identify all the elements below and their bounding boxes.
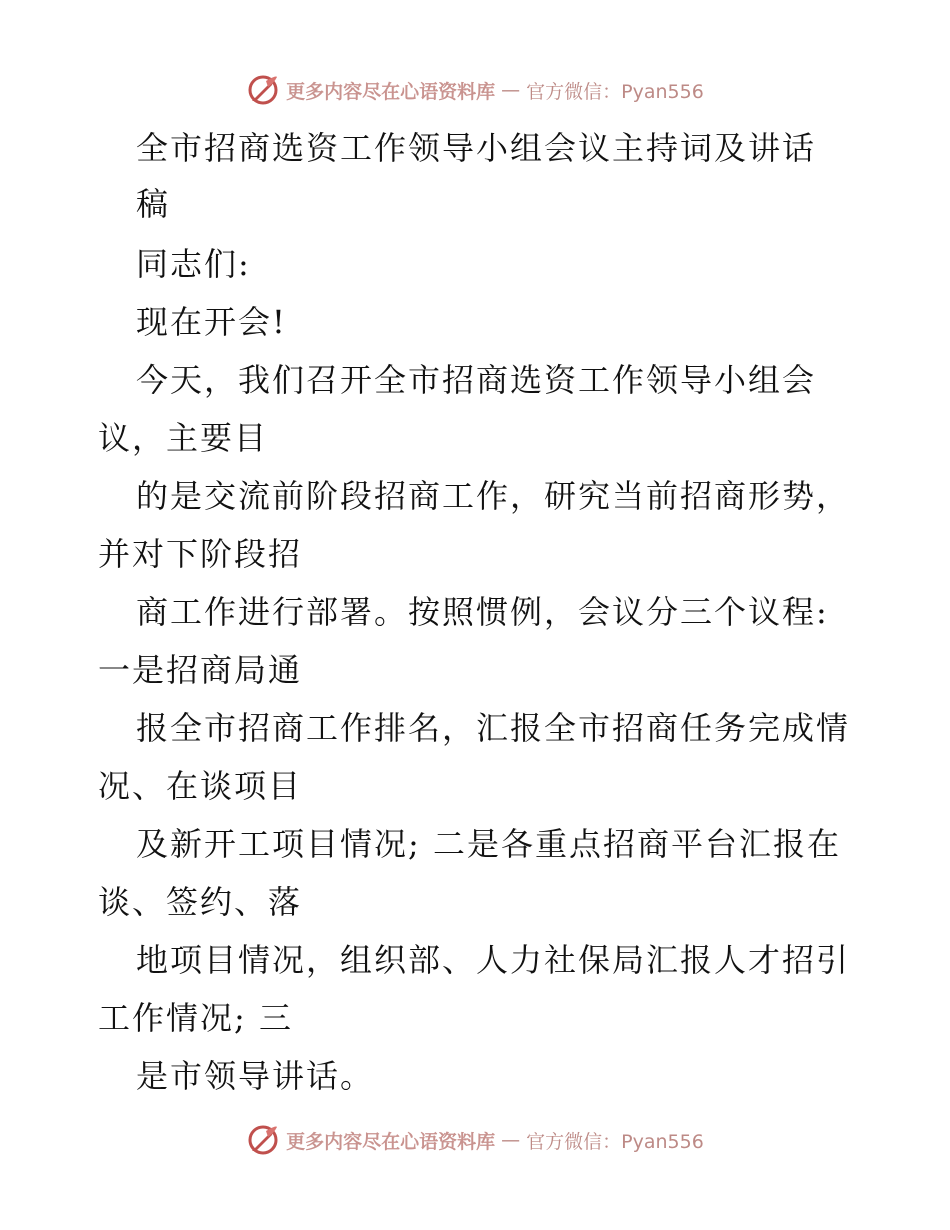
paragraph-line: 报全市招商工作排名，汇报全市招商任务完成情 — [136, 709, 851, 747]
paragraph-line: 况、在谈项目 — [98, 767, 303, 805]
paragraph-line: 是市领导讲话。 — [136, 1057, 375, 1095]
paragraph-line: 地项目情况，组织部、人力社保局汇报人才招引 — [136, 941, 851, 979]
paragraph-line: 今天，我们召开全市招商选资工作领导小组会 — [136, 361, 817, 399]
document-title-line-1: 全市招商选资工作领导小组会议主持词及讲话 — [136, 129, 817, 167]
paragraph-line: 的是交流前阶段招商工作，研究当前招商形势， — [136, 477, 851, 515]
footer-watermark — [0, 1120, 950, 1160]
paragraph-line: 及新开工项目情况; 二是各重点招商平台汇报在 — [136, 825, 841, 863]
watermark-brand: 更多内容尽在心语资料库 — [286, 1130, 496, 1153]
paragraph-line: 议，主要目 — [98, 419, 269, 457]
opening-line: 现在开会! — [136, 303, 287, 341]
salutation: 同志们: — [136, 245, 251, 283]
quill-logo-icon — [246, 1123, 280, 1157]
watermark-brand: 更多内容尽在心语资料库 — [286, 80, 496, 103]
paragraph-line: 一是招商局通 — [98, 651, 303, 689]
watermark-contact: 官方微信：Pyan556 — [526, 80, 704, 103]
watermark-separator: — — [501, 79, 521, 101]
watermark-contact: 官方微信：Pyan556 — [526, 1130, 704, 1153]
header-watermark — [0, 70, 950, 110]
paragraph-line: 谈、签约、落 — [98, 883, 303, 921]
quill-logo-icon — [246, 73, 280, 107]
document-title-line-2: 稿 — [136, 185, 171, 223]
paragraph-line: 商工作进行部署。按照惯例，会议分三个议程: — [136, 593, 829, 631]
watermark-separator: — — [501, 1129, 521, 1151]
paragraph-line: 并对下阶段招 — [98, 535, 303, 573]
paragraph-line: 工作情况; 三 — [98, 999, 293, 1037]
